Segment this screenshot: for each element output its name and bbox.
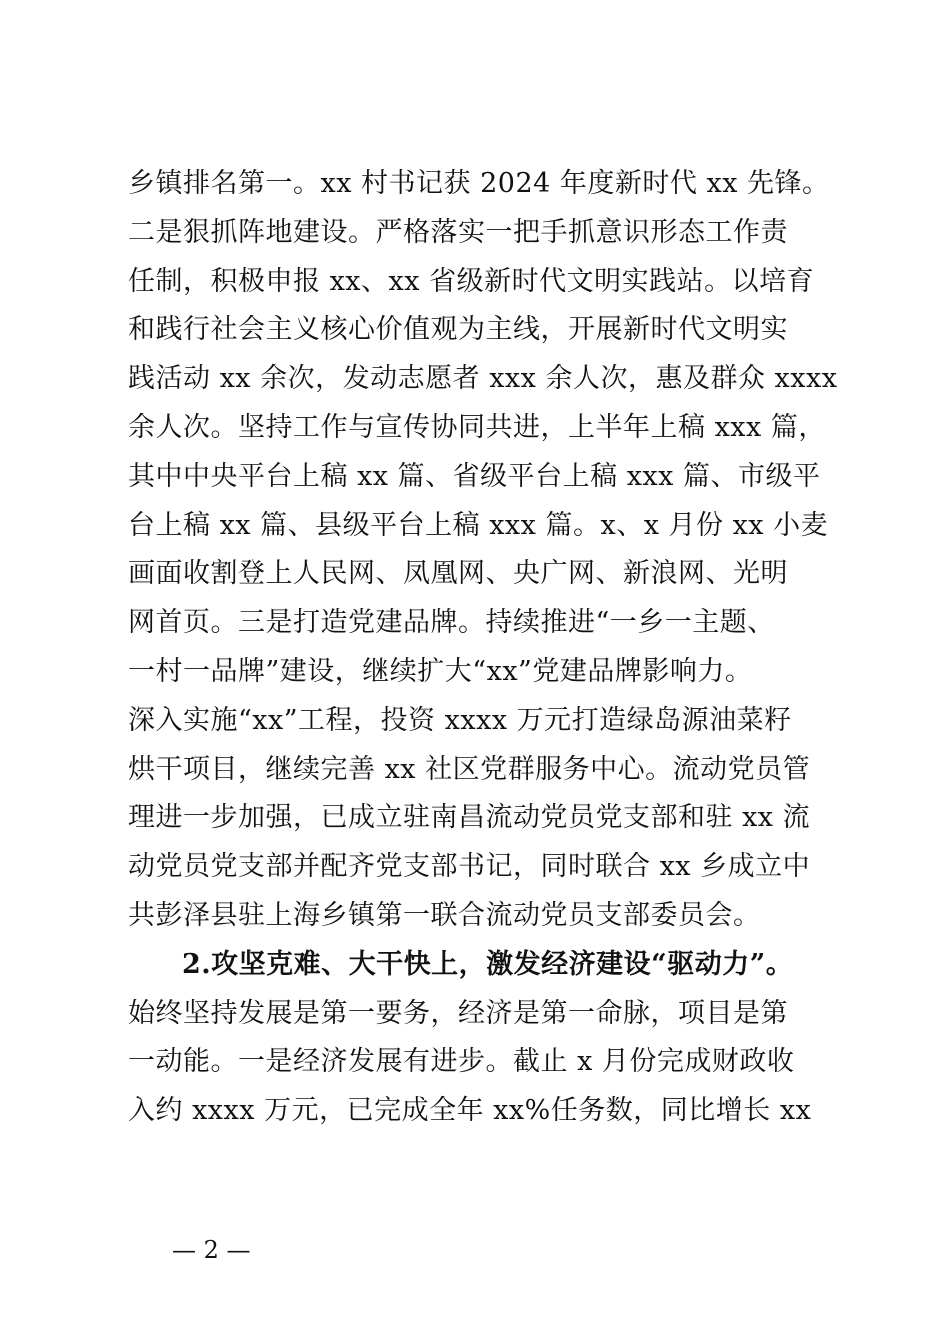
text-line: 一村一品牌”建设，继续扩大“xx”党建品牌影响力。	[128, 655, 753, 687]
text-line: 动党员党支部并配齐党支部书记，同时联合 xx 乡成立中	[128, 851, 811, 883]
text-line: 二是狠抓阵地建设。严格落实一把手抓意识形态工作责	[128, 216, 788, 248]
document-body	[128, 160, 838, 1136]
text-line: 深入实施“xx”工程，投资 xxxx 万元打造绿岛源油菜籽	[128, 704, 792, 736]
text-line: 理进一步加强，已成立驻南昌流动党员党支部和驻 xx 流	[128, 802, 811, 834]
text-line: 网首页。三是打造党建品牌。持续推进“一乡一主题、	[128, 607, 775, 639]
text-line: 共彭泽县驻上海乡镇第一联合流动党员支部委员会。	[128, 899, 761, 931]
text-line: 乡镇排名第一。xx 村书记获 2024 年度新时代 xx 先锋。	[128, 168, 830, 199]
section-heading: 2.攻坚克难、大干快上，激发经济建设“驱动力”。	[182, 948, 794, 980]
text-line: 和践行社会主义核心价值观为主线，开展新时代文明实	[128, 314, 788, 346]
text-line: 台上稿 xx 篇、县级平台上稿 xxx 篇。x、x 月份 xx 小麦	[128, 509, 829, 541]
text-line: 其中中央平台上稿 xx 篇、省级平台上稿 xxx 篇、市级平	[128, 460, 821, 492]
page-number: — 2 —	[172, 1236, 251, 1264]
text-line: 始终坚持发展是第一要务，经济是第一命脉，项目是第	[128, 997, 788, 1029]
text-line: 一动能。一是经济发展有进步。截止 x 月份完成财政收	[128, 1046, 795, 1078]
text-line: 任制，积极申报 xx、xx 省级新时代文明实践站。以培育	[128, 265, 815, 297]
text-line: 烘干项目，继续完善 xx 社区党群服务中心。流动党员管	[128, 753, 811, 785]
text-line: 余人次。坚持工作与宣传协同共进，上半年上稿 xxx 篇，	[128, 411, 826, 443]
text-line: 画面收割登上人民网、凤凰网、央广网、新浪网、光明	[128, 558, 788, 590]
text-line: 入约 xxxx 万元，已完成全年 xx%任务数，同比增长 xx	[128, 1095, 812, 1127]
text-line: 践活动 xx 余次，发动志愿者 xxx 余人次，惠及群众 xxxx	[128, 363, 838, 395]
